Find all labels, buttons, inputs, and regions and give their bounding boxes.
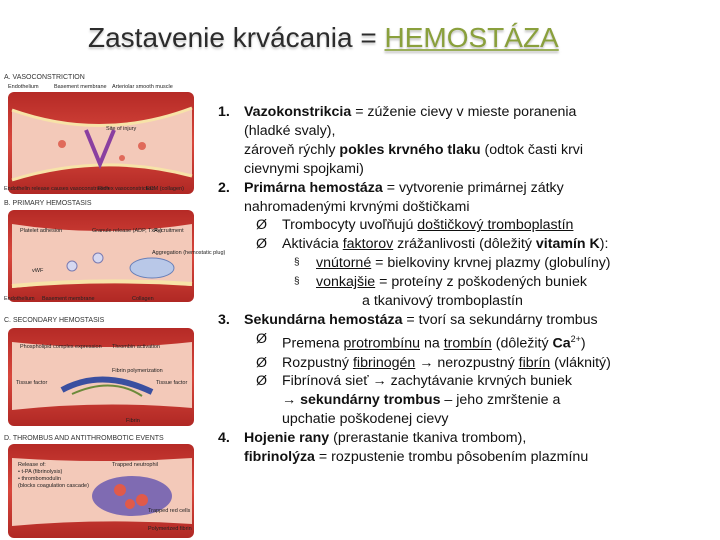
item-4-line-2 — [244, 448, 718, 467]
term-fibrin: fibrín — [518, 354, 551, 371]
term-fibrinogen: fibrinogén — [352, 354, 416, 371]
text: zároveň rýchly — [244, 141, 340, 158]
panel-a-label: A. VASOCONSTRICTION — [4, 74, 85, 81]
label-reflex: Reflex vasoconstriction — [98, 186, 155, 192]
text: na — [420, 335, 444, 352]
item-3-subitem-2 — [218, 354, 718, 373]
term-faktorov: faktorov — [342, 236, 394, 253]
label-thrombin: Thrombin activation — [112, 344, 160, 350]
title-prefix: Zastavenie krvácania = — [88, 22, 385, 53]
panel-b-primary-hemostasis — [4, 200, 226, 302]
term-trombin: trombín — [443, 335, 492, 352]
text: Aktivácia — [282, 236, 343, 253]
list-number: 3. — [218, 311, 230, 328]
item-2-line-1 — [244, 179, 718, 198]
term-vnutorne: vnútorné — [316, 255, 372, 272]
label-collagen: Collagen — [132, 296, 154, 302]
square-bullet-icon: § — [294, 257, 300, 269]
item-4-line-1 — [244, 429, 718, 448]
label-fibrin-polymerization: Fibrin polymerization — [112, 368, 163, 374]
term-pokles-tlaku: pokles krvného tlaku — [339, 141, 481, 158]
label-tpa: • t-PA (fibrinolysis) — [18, 469, 63, 475]
term-hojenie-rany: Hojenie rany — [244, 430, 330, 447]
term-vitamin-k: vitamín K — [535, 236, 600, 253]
text: = proteíny z poškodených buniek — [375, 274, 587, 291]
label-ecm: ECM (collagen) — [146, 186, 184, 192]
item-3-subitem-1 — [218, 330, 718, 354]
square-bullet-icon: § — [294, 276, 300, 288]
text: = vytvorenie primárnej zátky — [382, 179, 564, 196]
calcium-charge: 2+ — [570, 333, 581, 344]
item-2-line-2: nahromadenými krvnými doštičkami — [244, 198, 470, 215]
label-basement-membrane-b: Basement membrane — [42, 296, 95, 302]
label-endothelin: Endothelin release causes vasoconstriction — [4, 186, 110, 192]
label-vwf: vWF — [32, 268, 44, 274]
item-2-subsubitem-2 — [218, 273, 718, 292]
text: zrážanlivosti (dôležitý — [393, 236, 536, 253]
arrow-bullet-icon: Ø — [256, 373, 268, 390]
list-item-3 — [218, 311, 718, 330]
arrow-bullet-icon: Ø — [256, 354, 268, 371]
hemostasis-illustration — [2, 72, 226, 540]
text: → zachytávanie krvných buniek — [368, 373, 573, 390]
label-polymerized-fibrin: Polymerized fibrin — [148, 526, 192, 532]
panel-c-secondary-hemostasis — [4, 317, 194, 426]
item-3-subitem-3-cont-1 — [218, 391, 718, 410]
arrow-bullet-icon: Ø — [256, 236, 268, 253]
item-2-subitem-1 — [218, 216, 718, 235]
list-number: 1. — [218, 104, 230, 120]
item-2-subsubitem-2-cont: a tkanivový tromboplastín — [362, 293, 523, 310]
text: Rozpustný — [282, 354, 353, 371]
list-item-1 — [218, 103, 718, 179]
label-tissue-factor-1: Tissue factor — [16, 380, 48, 386]
label-platelet-adhesion: Platelet adhesion — [20, 228, 63, 234]
arrow-bullet-icon: Ø — [256, 217, 268, 234]
hemostasis-list — [218, 103, 718, 467]
term-tromboplastin: doštičkový tromboplastín — [417, 217, 574, 234]
text: → nerozpustný — [415, 354, 519, 371]
label-basement-membrane-a: Basement membrane — [54, 84, 107, 90]
text: Fibrínová sieť — [282, 373, 369, 390]
label-endothelium-b: Endothelium — [4, 296, 35, 302]
list-item-2 — [218, 179, 718, 217]
label-endothelium-a: Endothelium — [8, 84, 39, 90]
item-1-line-2: (hladké svaly), — [244, 122, 336, 139]
text: ): — [599, 236, 609, 253]
label-thrombomodulin: • thrombomodulin — [18, 476, 61, 482]
title-highlight: HEMOSTÁZA — [384, 22, 559, 53]
term-fibrinolyza: fibrinolýza — [244, 449, 315, 466]
label-trapped-neutrophil: Trapped neutrophil — [112, 462, 158, 468]
text: ) — [580, 335, 586, 352]
label-recruitment: Recruitment — [154, 228, 184, 234]
label-trapped-red-cells: Trapped red cells — [148, 508, 191, 514]
term-primarna-hemostaza: Primárna hemostáza — [244, 179, 383, 196]
label-granule-release: Granule release (ADP, TxA₂) — [92, 228, 162, 234]
list-number: 2. — [218, 179, 230, 196]
panel-a-vasoconstriction — [4, 74, 194, 194]
text: (odtok časti krvi — [480, 141, 584, 158]
item-3-subitem-3 — [218, 372, 718, 391]
panel-b-label: B. PRIMARY HEMOSTASIS — [4, 200, 92, 207]
panel-d-thrombus — [4, 435, 194, 538]
text: = rozpustenie trombu pôsobením plazmínu — [314, 449, 589, 466]
item-1-line-3 — [244, 141, 718, 160]
panel-c-label: C. SECONDARY HEMOSTASIS — [4, 317, 105, 324]
text: = bielkoviny krvnej plazmy (globulíny) — [371, 255, 611, 272]
term-sekundarna-hemostaza: Sekundárna hemostáza — [244, 311, 403, 328]
item-3-line-1 — [244, 311, 718, 330]
label-release-of: Release of: — [18, 462, 46, 468]
slide-title — [88, 22, 559, 54]
text: Premena — [282, 335, 344, 352]
term-protrombin: protrombínu — [343, 335, 421, 352]
label-smooth-muscle: Arteriolar smooth muscle — [112, 84, 173, 90]
term-vonkajsie: vonkajšie — [316, 274, 376, 291]
item-2-subsubitem-1 — [218, 254, 718, 273]
label-phospholipid: Phospholipid complex expression — [20, 344, 102, 350]
label-tissue-factor-2: Tissue factor — [156, 380, 188, 386]
item-3-subitem-3-cont-2: upchatie poškodenej cievy — [282, 411, 449, 428]
text: = tvorí sa sekundárny trombus — [402, 311, 598, 328]
item-1-line-4: cievnymi spojkami) — [244, 160, 364, 177]
term-vazokonstrikcia: Vazokonstrikcia — [244, 104, 352, 120]
panel-d-label: D. THROMBUS AND ANTITHROMBOTIC EVENTS — [4, 435, 164, 442]
text: (vláknitý) — [550, 354, 611, 371]
text: (dôležitý — [491, 335, 553, 352]
label-aggregation: Aggregation (hemostatic plug) — [152, 250, 226, 256]
term-sekundarny-trombus: sekundárny trombus — [300, 392, 441, 409]
label-fibrin: Fibrin — [126, 418, 140, 424]
text: Trombocyty uvoľňujú — [282, 217, 418, 234]
item-2-subitem-2 — [218, 235, 718, 254]
text: = zúženie cievy v mieste poranenia — [351, 104, 577, 120]
list-number: 4. — [218, 430, 230, 447]
label-blocks-cascade: (blocks coagulation cascade) — [18, 483, 89, 489]
text: – jeho zmrštenie a — [440, 392, 561, 409]
arrow-bullet-icon: Ø — [256, 330, 268, 347]
term-calcium: Ca — [552, 335, 571, 352]
item-1-line-1 — [244, 103, 718, 122]
arrow-icon: → — [282, 392, 301, 409]
label-site-of-injury: Site of injury — [106, 126, 137, 132]
text: (prerastanie tkaniva trombom), — [329, 430, 527, 447]
list-item-4 — [218, 429, 718, 467]
